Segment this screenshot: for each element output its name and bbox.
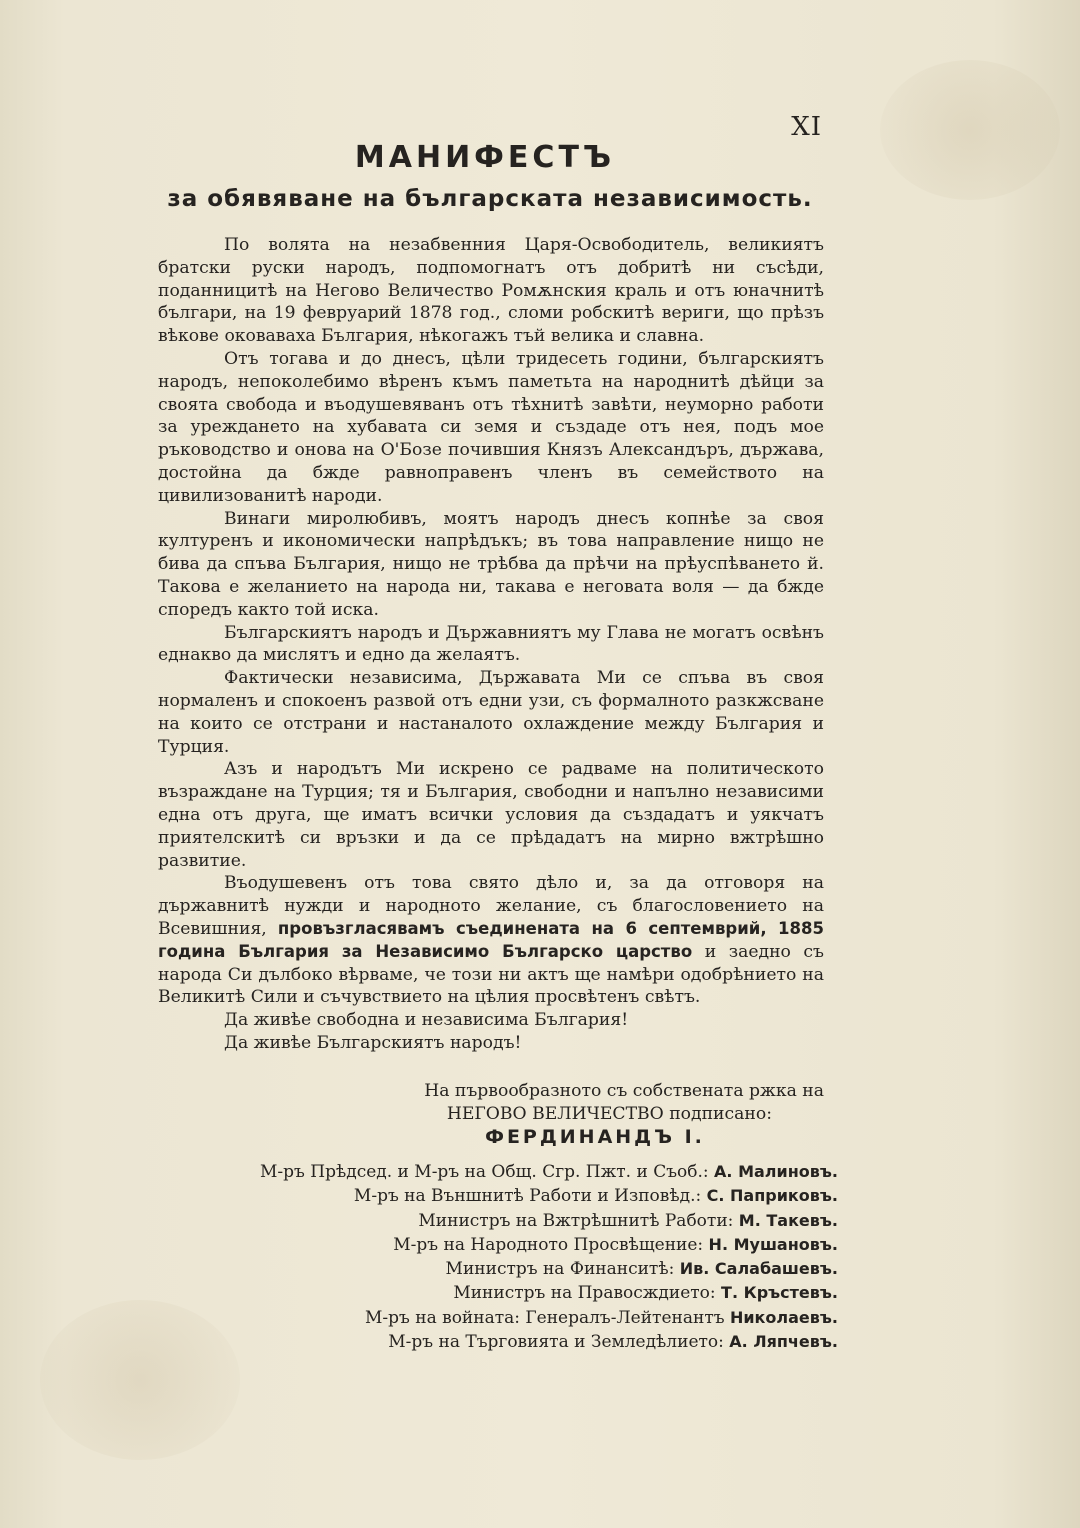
minister-name: М. Такевъ. (738, 1210, 838, 1230)
minister-signature (140, 1184, 838, 1208)
paragraph-text: Да живѣе свободна и независима България! (224, 1010, 629, 1031)
minister-role: Министръ на Правосждието: (453, 1283, 722, 1304)
minister-role: М-ръ на Търговията и Земледѣлието: (388, 1332, 730, 1353)
minister-name: Н. Мушановъ. (708, 1234, 838, 1254)
paragraph-text: Да живѣе Българскиятъ народъ! (224, 1032, 522, 1053)
paragraph-text: Въодушевенъ отъ това свято дѣло и, за да отговоря на държавнитѣ нужди и народното желание, съ благословението на Всевишния, (158, 873, 824, 939)
minister-role: Министръ на Вжтрѣшнитѣ Работи: (418, 1210, 739, 1231)
paragraph-text: Фактически независима, Държавата Ми се спъва въ своя нормаленъ и спокоенъ развой отъ едни узи, съ формалното разкжсване на които се отстрани и настаналото охлаждение между България и Турция. (158, 668, 824, 757)
minister-signature (140, 1209, 838, 1233)
minister-name: Николаевъ. (729, 1307, 838, 1327)
paragraph-text: Отъ тогава и до днесъ, цѣли тридесеть години, българскиятъ народъ, непоколебимо вѣренъ къмъ паметьта на народнитѣ дѣйци за своята свобода и въодушевяванъ отъ тѣхнитѣ завѣти, неуморно работи за уреждането на хубавата си земя и създаде отъ нея, подъ мое ръководство и онова на О'Бозе почившия Князъ Александъръ, държава, достойна да бжде равноправенъ членъ въ семейството на цивилизованитѣ народи. (158, 348, 824, 506)
manifesto-body (158, 234, 824, 1055)
paragraph (158, 622, 824, 668)
paragraph (158, 348, 824, 508)
minister-name: С. Паприковъ. (706, 1186, 838, 1206)
minister-signature (140, 1257, 838, 1281)
minister-role: М-ръ на Външнитѣ Работи и Изповѣд.: (353, 1186, 707, 1207)
paragraph (158, 872, 824, 1009)
paper-stain (880, 60, 1060, 200)
paragraph (158, 508, 824, 622)
minister-name: А. Малиновъ. (714, 1162, 838, 1181)
paragraph (158, 758, 824, 872)
closing-line-2: НЕГОВО ВЕЛИЧЕСТВО подписано: (446, 1103, 772, 1124)
document-title: МАНИФЕСТЪ (354, 140, 616, 175)
royal-signature: ФЕРДИНАНДЪ I. (485, 1126, 705, 1148)
minister-signature (140, 1233, 838, 1257)
minister-signature (140, 1281, 838, 1305)
document-subtitle: за обявяване на българската независимость. (167, 186, 813, 212)
paragraph (158, 1009, 824, 1032)
proclamation-text: провъзгласявамъ съединената на 6 септемврий, 1885 година България за Независимо Българско царство (158, 918, 824, 961)
paragraph-text: Винаги миролюбивъ, моятъ народъ днесъ копнѣе за своя културенъ и икономически напрѣдъкъ; въ това направление нищо не бива да спъва България, нищо не трѣбва да прѣчи на прѣуспѣването й. Такова е желанието на народа ни, такава е неговата воля — да бжде споредъ както той иска. (158, 508, 824, 620)
paragraph (158, 667, 824, 758)
ministers-list (140, 1160, 838, 1354)
paragraph-text: Българскиятъ народъ и Държавниятъ му Глава не могатъ освѣнъ еднакво да мислятъ и едно да желаятъ. (158, 622, 824, 666)
paragraph-text: По волята на незабвенния Царя-Освободитель, великиятъ братски руски народъ, подпомогнатъ отъ добритѣ ни съсѣди, поданницитѣ на Негово Величество Ромѫнския краль и отъ юначнитѣ българи, на 19 февруарий 1878 год., сломи робскитѣ вериги, що прѣзъ вѣкове оковаваха България, нѣкогажъ тъй велика и славна. (158, 235, 824, 347)
closing-line-1: На първообразното съ собствената ржка на (424, 1081, 824, 1101)
paragraph (158, 1032, 824, 1055)
minister-name: Ив. Салабашевъ. (679, 1259, 838, 1279)
page-number: XI (791, 112, 822, 142)
paragraph (158, 234, 824, 348)
minister-role: М-ръ Прѣдсед. и М-ръ на Общ. Сгр. Пжт. и Съоб.: (260, 1162, 715, 1182)
minister-name: А. Ляпчевъ. (729, 1332, 838, 1352)
paragraph-text: и заедно съ народа Си дълбоко вѣрваме, че този ни актъ ще намѣри одобрѣнието на Великитѣ Сили и съчувствието на цѣлия просвѣтенъ свѣтъ. (158, 941, 824, 1008)
minister-role: Министръ на Финанситѣ: (445, 1259, 680, 1280)
paragraph-text: Азъ и народътъ Ми искрено се радваме на политическото възраждане на Турция; тя и България, свободни и напълно независими една отъ друга, ще иматъ всички условия да създадатъ и уякчатъ приятелскитѣ си връзки и да се прѣдадатъ на мирно вжтрѣшно развитие. (158, 759, 824, 871)
minister-signature (140, 1160, 838, 1184)
minister-signature (140, 1330, 838, 1354)
minister-role: М-ръ на Народното Просвѣщение: (393, 1234, 709, 1255)
minister-name: Т. Кръстевъ. (721, 1283, 838, 1303)
minister-role: М-ръ на войната: Генералъ-Лейтенантъ (365, 1307, 730, 1328)
closing-note (158, 1080, 824, 1126)
minister-signature (140, 1306, 838, 1330)
